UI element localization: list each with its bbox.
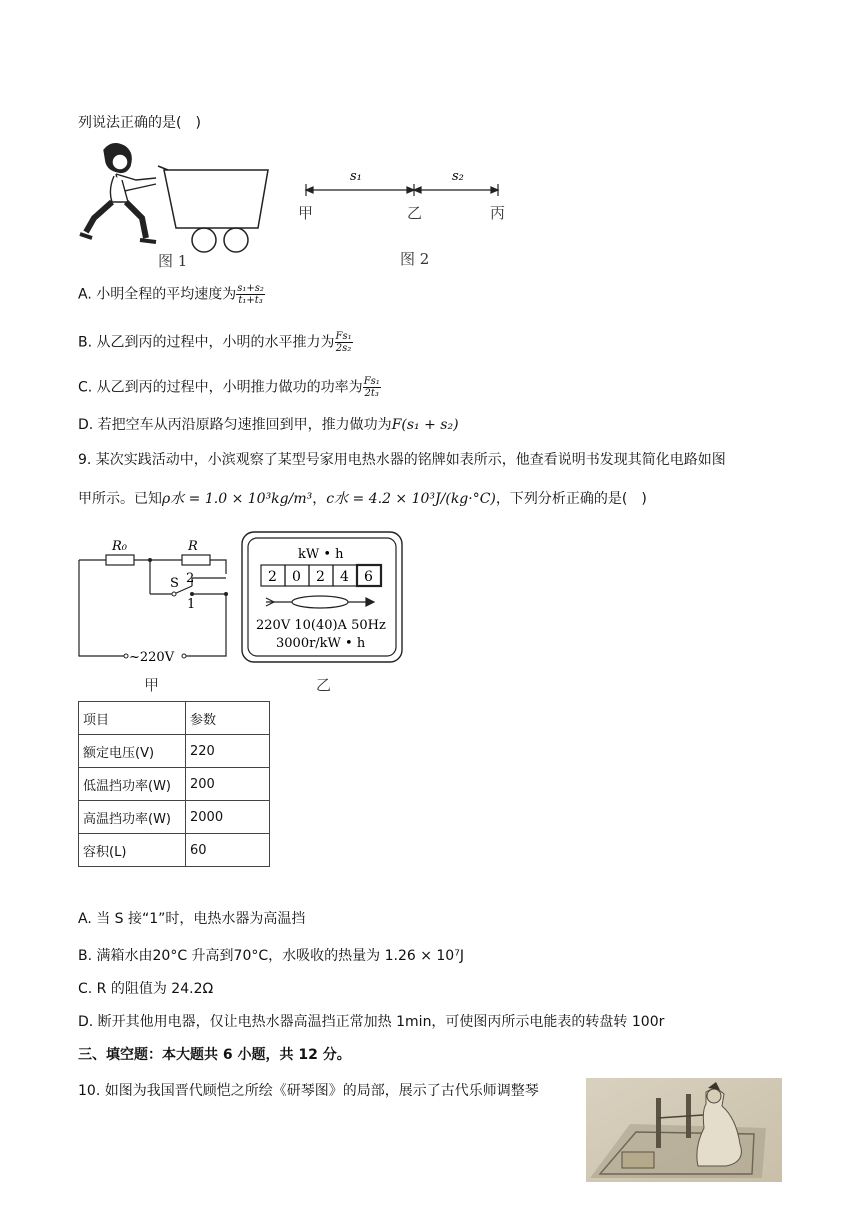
point-yi-label: 乙 — [407, 204, 423, 222]
table-row — [79, 834, 270, 867]
switch-position-1-label: 1 — [187, 597, 196, 612]
section-3-heading: 三、填空题：本大题共 6 小题，共 12 分。 — [78, 1047, 351, 1063]
table-cell: 容积(L) — [79, 834, 186, 867]
option-b-text: B. 从乙到丙的过程中，小明的水平推力为 — [78, 334, 335, 351]
option-d — [78, 415, 459, 435]
meter-digit-4: 4 — [340, 569, 349, 585]
q9-option-b: B. 满箱水由20°C 升高到70°C，水吸收的热量为 1.26 × 10⁷J — [78, 948, 464, 964]
option-c-denominator: 2t₃ — [364, 388, 379, 399]
table-row — [79, 768, 270, 801]
figure-1-boy-pushing-cart — [76, 140, 276, 270]
table-header-cell: 参数 — [186, 702, 270, 735]
option-c-numerator: Fs₁ — [363, 376, 380, 387]
nameplate-table — [78, 701, 270, 867]
option-b-fraction — [335, 331, 353, 354]
option-b — [78, 331, 353, 354]
q9-line2-text-b: ，下列分析正确的是( ) — [495, 491, 647, 507]
table-header-row — [79, 702, 270, 735]
water-specific-heat-formula: c水 = 4.2 × 10³J/(kg·°C) — [326, 491, 496, 507]
cart-illustration — [158, 166, 268, 252]
question-9-line-1: 9. 某次实践活动中，小滨观察了某型号家用电热水器的铭牌如表所示，他查看说明书发现其简化电路如图 — [78, 452, 726, 468]
option-c — [78, 376, 381, 399]
meter-digit-3: 2 — [316, 569, 325, 585]
option-a-denominator: t₁+t₃ — [238, 295, 263, 306]
meter-digit-1: 2 — [268, 569, 277, 585]
segment-s1-label: s₁ — [350, 169, 362, 184]
q9-option-c: C. R 的阻值为 24.2Ω — [78, 981, 214, 997]
boy-illustration — [80, 144, 156, 242]
q9-option-d: D. 断开其他用电器，仅让电热水器高温挡正常加热 1min，可使图丙所示电能表的转盘转 100r — [78, 1014, 665, 1030]
meter-digit-2: 0 — [292, 569, 301, 585]
q9-line2-separator: ， — [312, 491, 327, 507]
meter-caption: 乙 — [316, 676, 332, 694]
figure-2-distance-diagram — [296, 162, 516, 272]
figure-1-caption: 图 1 — [158, 252, 188, 270]
table-cell: 高温挡功率(W) — [79, 801, 186, 834]
circuit-diagram — [74, 530, 234, 695]
table-row — [79, 735, 270, 768]
resistor-r0-label: R₀ — [112, 539, 127, 554]
energy-meter — [240, 530, 406, 695]
option-d-text: D. 若把空车从丙沿原路匀速推回到甲，推力做功为 — [78, 417, 392, 433]
table-cell: 220 — [186, 735, 270, 768]
option-c-text: C. 从乙到丙的过程中，小明推力做功的功率为 — [78, 379, 363, 396]
question-intro-line: 列说法正确的是( ) — [78, 115, 201, 131]
meter-constant-label: 3000r/kW • h — [276, 636, 366, 651]
water-density-formula: ρ水 = 1.0 × 10³kg/m³ — [162, 491, 313, 507]
painting-image — [586, 1078, 782, 1182]
segment-s2-label: s₂ — [452, 169, 464, 184]
meter-disc-arrow-icon — [266, 596, 374, 608]
option-a-numerator: s₁+s₂ — [237, 283, 264, 294]
point-bing-label: 丙 — [490, 204, 506, 222]
supply-voltage-label: ~220V — [129, 650, 175, 665]
option-b-denominator: 2s₂ — [335, 343, 352, 354]
table-header-cell: 项目 — [79, 702, 186, 735]
option-c-fraction — [363, 376, 381, 399]
question-10-line-1: 10. 如图为我国晋代顾恺之所绘《研琴图》的局部，展示了古代乐师调整琴 — [78, 1083, 539, 1099]
table-cell: 额定电压(V) — [79, 735, 186, 768]
circuit-caption: 甲 — [144, 676, 160, 694]
q9-line2-text-a: 甲所示。已知 — [78, 491, 162, 507]
switch-s-label: S — [170, 576, 179, 591]
option-b-numerator: Fs₁ — [335, 331, 352, 342]
meter-digit-5: 6 — [364, 569, 373, 585]
table-cell: 200 — [186, 768, 270, 801]
option-a-fraction — [236, 283, 265, 306]
question-9-line-2 — [78, 489, 647, 509]
table-cell: 60 — [186, 834, 270, 867]
figure-2-caption: 图 2 — [400, 250, 430, 268]
option-a-text: A. 小明全程的平均速度为 — [78, 286, 237, 303]
q9-option-a: A. 当 S 接“1”时，电热水器为高温挡 — [78, 911, 306, 927]
point-jia-label: 甲 — [298, 204, 314, 222]
table-cell: 2000 — [186, 801, 270, 834]
meter-rating-label: 220V 10(40)A 50Hz — [256, 618, 386, 633]
resistor-r-label: R — [188, 539, 198, 554]
table-row — [79, 801, 270, 834]
meter-unit-label: kW • h — [298, 547, 344, 562]
option-d-expression: F(s₁ + s₂) — [391, 417, 459, 433]
table-cell: 低温挡功率(W) — [79, 768, 186, 801]
option-a — [78, 283, 265, 306]
switch-position-2-label: 2 — [186, 571, 195, 586]
